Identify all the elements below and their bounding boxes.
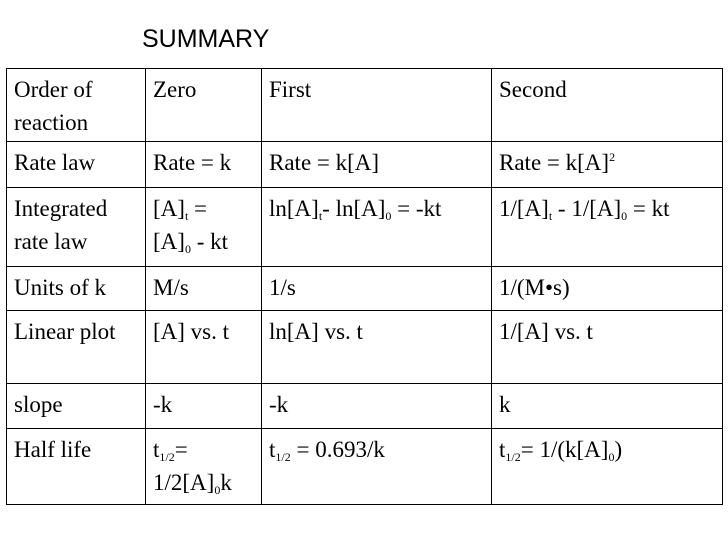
half-life-second [492, 429, 723, 505]
integrated-second-c: = kt [627, 196, 670, 221]
units-row [7, 267, 723, 311]
rate-law-second [492, 142, 723, 188]
integrated-label-line2: rate law [14, 229, 88, 254]
header-order-line1: Order of [14, 77, 93, 102]
integrated-first-sub-t: t [318, 209, 323, 223]
integrated-second-b: - 1/[A] [552, 196, 622, 221]
half-life-zero-sub-0: 0 [214, 483, 221, 497]
integrated-zero-d: - kt [190, 229, 228, 254]
linear-plot-first: ln[A] vs. t [262, 311, 492, 384]
integrated-first-c: = -kt [391, 196, 442, 221]
integrated-zero-b: = [188, 196, 208, 221]
integrated-second-sub-0: 0 [621, 209, 628, 223]
integrated-zero-sub-t: t [184, 209, 189, 223]
units-first: 1/s [262, 267, 492, 311]
rate-law-second-base: Rate = k[A] [499, 150, 610, 175]
integrated-zero-sub-0: 0 [184, 242, 191, 256]
half-life-label: Half life [7, 429, 146, 505]
rate-law-row [7, 142, 723, 188]
half-life-second-b: = 1/(k[A] [520, 437, 609, 462]
half-life-second-sub: 1/2 [505, 450, 521, 464]
integrated-rate-law-row [7, 188, 723, 267]
header-row [7, 69, 723, 142]
integrated-second-a: 1/[A] [499, 196, 549, 221]
slope-second: k [492, 384, 723, 429]
integrated-label-line1: Integrated [14, 196, 108, 221]
header-second: Second [492, 69, 723, 142]
half-life-first-b: = 0.693/k [290, 437, 385, 462]
half-life-first-a: t [269, 437, 276, 462]
slope-row [7, 384, 723, 429]
header-order-of-reaction [7, 69, 146, 142]
half-life-zero-c: 1/2[A] [153, 470, 215, 495]
units-second: 1/(M•s) [492, 267, 723, 311]
integrated-first-a: ln[A] [269, 196, 319, 221]
slope-first: -k [262, 384, 492, 429]
half-life-row [7, 429, 723, 505]
integrated-second-sub-t: t [548, 209, 553, 223]
page-title: SUMMARY [142, 25, 270, 53]
rate-law-second-exponent: 2 [609, 150, 616, 164]
header-zero: Zero [146, 69, 262, 142]
rate-law-zero: Rate = k [146, 142, 262, 188]
integrated-zero-c: [A] [153, 229, 185, 254]
half-life-zero-sub: 1/2 [159, 450, 175, 464]
integrated-zero-a: [A] [153, 196, 185, 221]
integrated-second [492, 188, 723, 267]
half-life-first-sub: 1/2 [275, 450, 291, 464]
integrated-first [262, 188, 492, 267]
slope-zero: -k [146, 384, 262, 429]
integrated-first-sub-0: 0 [385, 209, 392, 223]
half-life-zero-b: = [174, 437, 188, 462]
integrated-zero [146, 188, 262, 267]
linear-plot-zero: [A] vs. t [146, 311, 262, 384]
slope-label: slope [7, 384, 146, 429]
rate-law-first: Rate = k[A] [262, 142, 492, 188]
rate-law-label: Rate law [7, 142, 146, 188]
linear-plot-label: Linear plot [7, 311, 146, 384]
header-first: First [262, 69, 492, 142]
linear-plot-row [7, 311, 723, 384]
half-life-zero-a: t [153, 437, 160, 462]
header-order-line2: reaction [14, 110, 89, 135]
half-life-second-sub-0: 0 [608, 450, 615, 464]
integrated-first-b: - ln[A] [322, 196, 386, 221]
kinetics-summary-table [6, 68, 723, 505]
integrated-label [7, 188, 146, 267]
units-zero: M/s [146, 267, 262, 311]
half-life-zero-d: k [220, 470, 232, 495]
half-life-zero [146, 429, 262, 505]
half-life-second-a: t [499, 437, 506, 462]
linear-plot-second: 1/[A] vs. t [492, 311, 723, 384]
half-life-first [262, 429, 492, 505]
half-life-second-c: ) [614, 437, 623, 462]
units-label: Units of k [7, 267, 146, 311]
